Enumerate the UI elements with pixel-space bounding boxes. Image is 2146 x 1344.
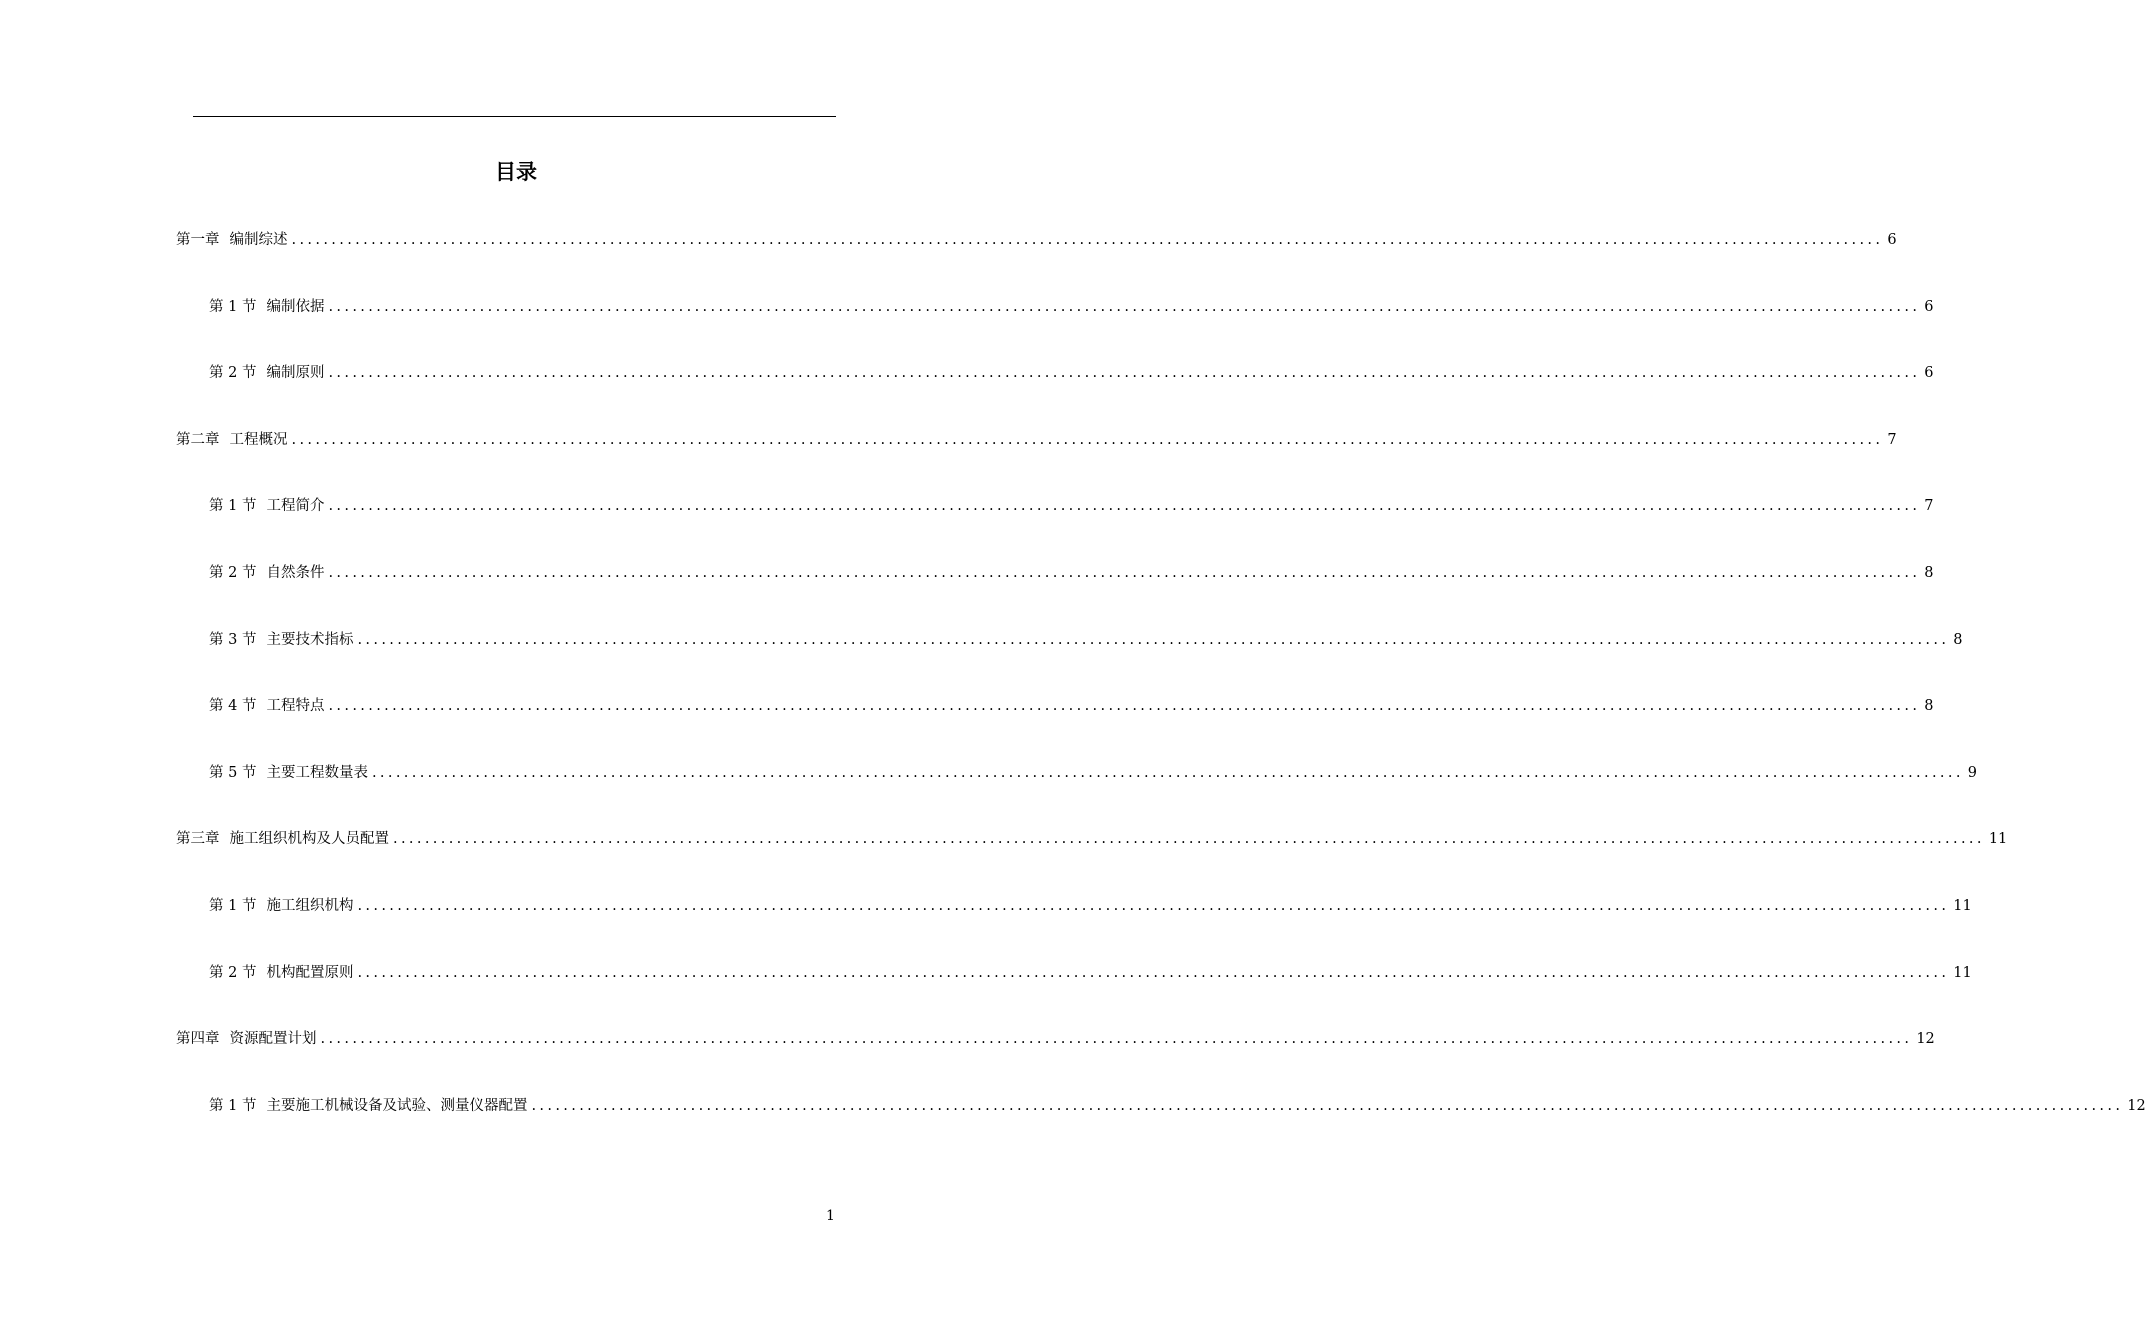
toc-chapter-entry[interactable] bbox=[176, 828, 2008, 850]
toc-dot-leader: ........................................................................................................................................................................................................ bbox=[371, 765, 1964, 781]
toc-entry-text: 施工组织机构 bbox=[266, 898, 354, 914]
toc-section-entry[interactable] bbox=[209, 762, 1978, 784]
toc-entry-text: 编制依据 bbox=[266, 299, 325, 315]
toc-entry-label bbox=[176, 429, 288, 451]
toc-entry-label bbox=[209, 962, 353, 984]
toc-entry-page: 7 bbox=[1887, 432, 1897, 448]
toc-entry-number: 第一章 bbox=[176, 232, 220, 248]
toc-entry-page: 9 bbox=[1967, 765, 1978, 781]
toc-section-entry[interactable] bbox=[209, 629, 1963, 651]
toc-entry-number: 第 1 节 bbox=[209, 299, 257, 315]
toc-entry-page: 7 bbox=[1924, 498, 1934, 514]
toc-section-entry[interactable] bbox=[209, 1095, 2146, 1117]
toc-dot-leader: ........................................................................................................................................................................................................ bbox=[320, 1031, 1913, 1047]
toc-dot-leader: ........................................................................................................................................................................................................ bbox=[328, 498, 1921, 514]
toc-section-entry[interactable] bbox=[209, 895, 1972, 917]
toc-section-entry[interactable] bbox=[209, 562, 1934, 584]
toc-section-entry[interactable] bbox=[209, 296, 1934, 318]
toc-entry-label bbox=[209, 895, 353, 917]
toc-entry-page: 8 bbox=[1924, 565, 1934, 581]
toc-entry-text: 主要施工机械设备及试验、测量仪器配置 bbox=[266, 1098, 528, 1114]
toc-entry-page: 11 bbox=[1953, 965, 1972, 981]
toc-entry-text: 编制原则 bbox=[266, 365, 325, 381]
toc-entry-label bbox=[209, 629, 353, 651]
toc-entry-page: 11 bbox=[1953, 898, 1972, 914]
toc-entry-number: 第二章 bbox=[176, 432, 220, 448]
toc-dot-leader: ........................................................................................................................................................................................................ bbox=[357, 898, 1950, 914]
toc-section-entry[interactable] bbox=[209, 495, 1934, 517]
toc-entry-label bbox=[176, 1028, 317, 1050]
page-number: 1 bbox=[826, 1208, 835, 1224]
toc-entry-page: 8 bbox=[1953, 632, 1963, 648]
toc-entry-page: 6 bbox=[1887, 232, 1897, 248]
toc-entry-text: 资源配置计划 bbox=[229, 1031, 317, 1047]
toc-entry-page: 12 bbox=[2127, 1098, 2146, 1114]
toc-chapter-entry[interactable] bbox=[176, 229, 1897, 251]
toc-entry-number: 第 2 节 bbox=[209, 965, 257, 981]
toc-entry-text: 工程概况 bbox=[229, 432, 288, 448]
toc-entry-text: 工程简介 bbox=[266, 498, 325, 514]
toc-dot-leader: ........................................................................................................................................................................................................ bbox=[357, 632, 1950, 648]
toc-entry-label bbox=[209, 1095, 527, 1117]
toc-entry-number: 第 5 节 bbox=[209, 765, 257, 781]
toc-dot-leader: ........................................................................................................................................................................................................ bbox=[328, 299, 1921, 315]
toc-entry-number: 第 2 节 bbox=[209, 365, 257, 381]
toc-entry-number: 第三章 bbox=[176, 831, 220, 847]
toc-section-entry[interactable] bbox=[209, 695, 1934, 717]
toc-dot-leader: ........................................................................................................................................................................................................ bbox=[393, 831, 1985, 847]
toc-entry-text: 机构配置原则 bbox=[266, 965, 354, 981]
toc-entry-page: 12 bbox=[1916, 1031, 1935, 1047]
toc-dot-leader: ........................................................................................................................................................................................................ bbox=[328, 698, 1921, 714]
toc-entry-number: 第 1 节 bbox=[209, 1098, 257, 1114]
toc-entry-label bbox=[209, 762, 368, 784]
toc-entry-text: 施工组织机构及人员配置 bbox=[229, 831, 389, 847]
header-rule bbox=[193, 116, 836, 117]
toc-entry-text: 编制综述 bbox=[229, 232, 288, 248]
toc-dot-leader: ........................................................................................................................................................................................................ bbox=[291, 432, 1884, 448]
toc-entry-number: 第 4 节 bbox=[209, 698, 257, 714]
toc-entry-label bbox=[209, 695, 324, 717]
toc-entry-number: 第 1 节 bbox=[209, 898, 257, 914]
toc-entry-label bbox=[209, 562, 324, 584]
toc-entry-text: 主要工程数量表 bbox=[266, 765, 368, 781]
toc-dot-leader: ........................................................................................................................................................................................................ bbox=[357, 965, 1950, 981]
toc-dot-leader: ........................................................................................................................................................................................................ bbox=[328, 565, 1921, 581]
toc-chapter-entry[interactable] bbox=[176, 1028, 1935, 1050]
toc-entry-number: 第 3 节 bbox=[209, 632, 257, 648]
toc-dot-leader: ........................................................................................................................................................................................................ bbox=[328, 365, 1921, 381]
toc-entry-label bbox=[209, 495, 324, 517]
toc-entry-label bbox=[176, 828, 389, 850]
toc-entry-page: 8 bbox=[1924, 698, 1934, 714]
page-title: 目录 bbox=[495, 160, 537, 184]
toc-section-entry[interactable] bbox=[209, 962, 1972, 984]
toc-dot-leader: ........................................................................................................................................................................................................ bbox=[291, 232, 1884, 248]
toc-section-entry[interactable] bbox=[209, 362, 1934, 384]
toc-chapter-entry[interactable] bbox=[176, 429, 1897, 451]
toc-entry-number: 第 2 节 bbox=[209, 565, 257, 581]
toc-entry-page: 6 bbox=[1924, 299, 1934, 315]
toc-entry-page: 6 bbox=[1924, 365, 1934, 381]
toc-entry-label bbox=[209, 296, 324, 318]
toc-entry-number: 第四章 bbox=[176, 1031, 220, 1047]
toc-entry-page: 11 bbox=[1988, 831, 2008, 847]
toc-entry-label bbox=[176, 229, 288, 251]
toc-entry-text: 自然条件 bbox=[266, 565, 325, 581]
toc-entry-label bbox=[209, 362, 324, 384]
toc-entry-text: 工程特点 bbox=[266, 698, 325, 714]
toc-entry-number: 第 1 节 bbox=[209, 498, 257, 514]
toc-entry-text: 主要技术指标 bbox=[266, 632, 354, 648]
toc-dot-leader: ........................................................................................................................................................................................................ bbox=[531, 1098, 2124, 1114]
